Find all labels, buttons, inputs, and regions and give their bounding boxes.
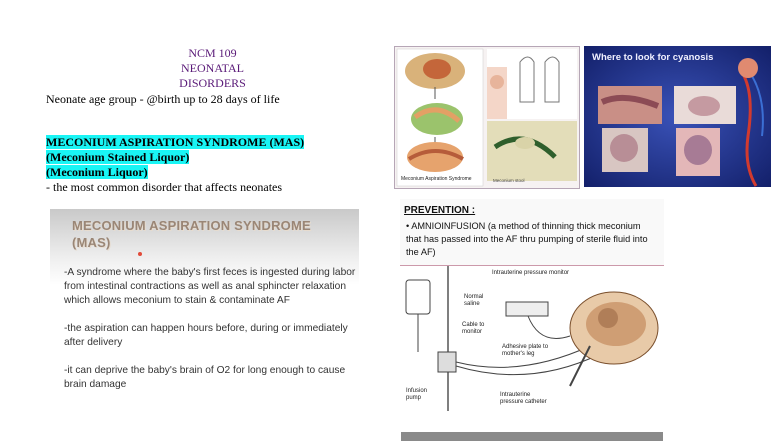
next-slide-strip [401, 432, 663, 441]
mas-slide [50, 209, 359, 433]
slide-point: -it can deprive the baby's brain of O2 for long enough to cause brain damage [64, 365, 346, 390]
mas-title: MECONIUM ASPIRATION SYNDROME (MAS) [46, 135, 305, 149]
amnioinfusion-diagram [400, 265, 664, 411]
course-header [160, 46, 265, 91]
meconium-illustration-art [395, 47, 579, 188]
mas-note: - the most common disorder that affects neonates [46, 180, 283, 194]
mas-alt-name-2: (Meconium Liquor) [46, 165, 148, 179]
prevention-text: • AMNIOINFUSION (a method of thinning thick meconium that has passed into the AF thru pumping of sterile fluid into the AF) [406, 221, 648, 257]
prevention-panel [400, 199, 664, 411]
course-title: NEONATAL DISORDERS [179, 61, 246, 90]
cyanosis-image [584, 46, 771, 187]
intro-line: Neonate age group - @birth up to 28 days of life [46, 92, 280, 106]
slide-bullet-dot [138, 252, 142, 256]
slide-point: -the aspiration can happen hours before, during or immediately after delivery [64, 323, 348, 348]
slide-body [64, 266, 356, 406]
diagram-label-saline: Normal saline [464, 294, 484, 307]
diagram-label-plate: Adhesive plate to mother's leg [502, 344, 549, 357]
slide-title: MECONIUM ASPIRATION SYNDROME (MAS) [72, 218, 311, 250]
course-code: NCM 109 [188, 46, 237, 60]
prevention-heading: PREVENTION : [404, 205, 476, 216]
meconium-illustration [394, 46, 580, 189]
diagram-label-pump: Infusion pump [406, 388, 428, 401]
diagram-label-monitor: Intrauterine pressure monitor [492, 270, 570, 276]
mas-alt-name-1: (Meconium Stained Liquor) [46, 150, 190, 164]
slide-point: -A syndrome where the baby's first feces is ingested during labor from intestinal contractions as well as anal sphincter relaxation which allows meconium to stain & contaminate AF [64, 267, 356, 306]
mas-section [46, 135, 304, 195]
diagram-label-cable: Cable to monitor [462, 322, 485, 335]
diagram-label-catheter: Intrauterine pressure catheter [500, 392, 547, 405]
amnioinfusion-art [400, 266, 664, 411]
cyanosis-art [584, 46, 771, 187]
cyanosis-title: Where to look for cyanosis [592, 52, 714, 63]
stool-caption: Meconium stool [493, 178, 525, 183]
embryo-caption: Meconium Aspiration Syndrome [401, 176, 472, 182]
